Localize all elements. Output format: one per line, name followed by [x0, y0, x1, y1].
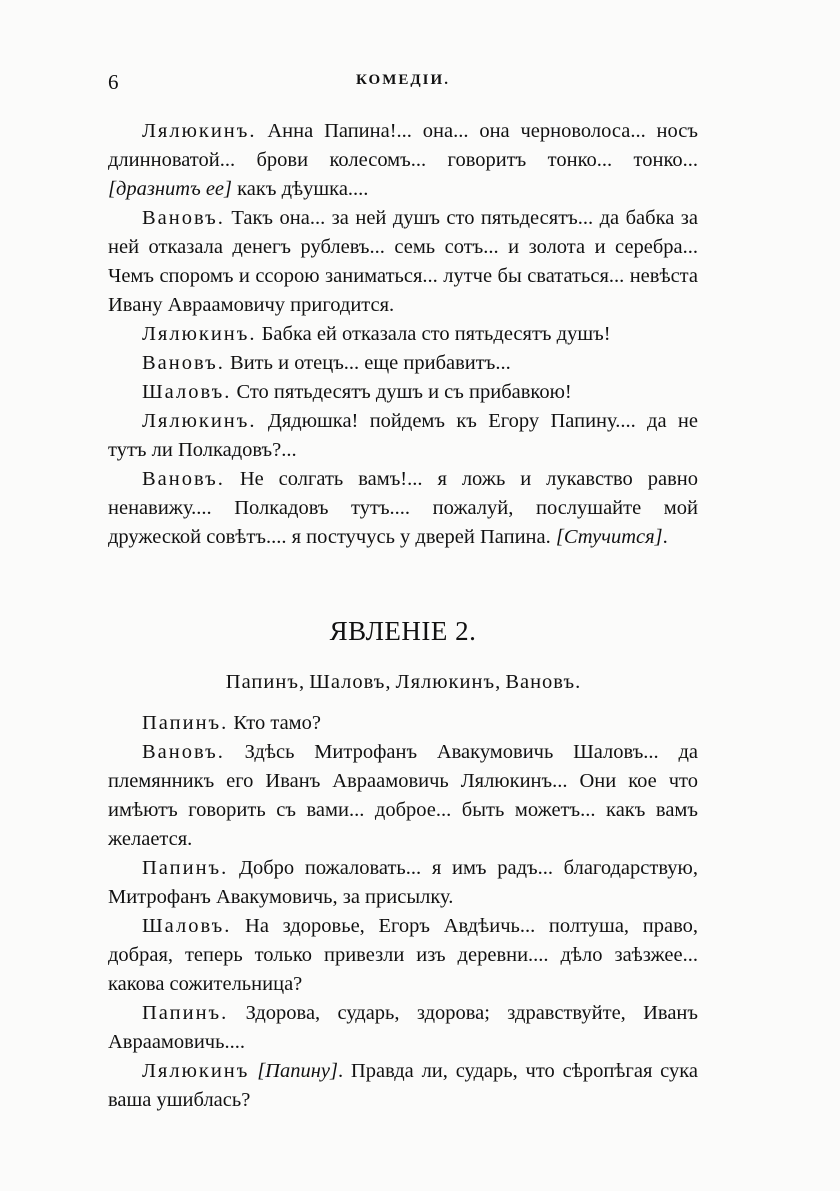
running-title: КОМЕДІИ. [356, 72, 450, 88]
dialogue-line [108, 999, 698, 1057]
dialogue-line [108, 709, 698, 738]
line-text: Анна Папина!... она... она черноволоса... носъ длинноватой... брови колесомъ... говоритъ тонко... тонко... [108, 120, 698, 171]
speaker-name: Папинъ. [142, 1002, 229, 1024]
line-text: Бабка ей отказала сто пятьдесятъ душъ! [256, 323, 611, 345]
dialogue-line [108, 117, 698, 204]
stage-direction: [Папину] [257, 1060, 338, 1082]
page-number: 6 [108, 70, 119, 94]
dialogue-line [108, 912, 698, 999]
speaker-name: Вановъ. [142, 207, 225, 229]
line-text: Сто пятьдесятъ душъ и съ прибавкою! [231, 381, 572, 403]
speaker-name: Шаловъ. [142, 915, 232, 937]
speaker-name: Вановъ. [142, 352, 225, 374]
speaker-name: Шаловъ. [142, 381, 232, 403]
line-text: какъ дѣушка.... [232, 178, 369, 200]
stage-direction: [Стучится] [555, 526, 663, 548]
line-text: Дядюшка! пойдемъ къ Егору Папину.... да не тутъ ли Полкадовъ?... [108, 410, 698, 461]
cast-list: Папинъ, Шаловъ, Лялюкинъ, Вановъ. [225, 671, 581, 693]
line-text: Добро пожаловать... я имъ радъ... благодарствую, Митрофанъ Авакумовичь, за присылку. [108, 857, 698, 908]
cast-member: Папинъ [225, 671, 299, 693]
dialogue-block-bottom [108, 709, 698, 1115]
speaker-name: Лялюкинъ [142, 1060, 250, 1082]
speaker-name: Лялюкинъ. [142, 410, 257, 432]
line-text: Вить и отецъ... еще прибавитъ... [224, 352, 511, 374]
dialogue-line [108, 738, 698, 854]
cast-member: Шаловъ [309, 671, 386, 693]
speaker-name: Лялюкинъ. [142, 120, 257, 142]
scene-title: ЯВЛЕНІЕ 2. [329, 616, 477, 646]
cast-member: Лялюкинъ [395, 671, 496, 693]
speaker-name: Лялюкинъ. [142, 323, 257, 345]
line-text: Не солгать вамъ!... я ложь и лукавство равно ненавижу.... Полкадовъ тутъ.... пожалуй, послушайте мой дружеской совѣтъ.... я постучусь у дверей Папина. [108, 468, 698, 548]
dialogue-line [108, 407, 698, 465]
speaker-name: Вановъ. [142, 741, 225, 763]
dialogue-line [108, 349, 698, 378]
stage-direction: [дразнитъ ее] [108, 178, 233, 200]
speaker-name: Папинъ. [142, 712, 229, 734]
line-text: . [662, 526, 668, 548]
speaker-name: Вановъ. [142, 468, 225, 490]
line-text: На здоровье, Егоръ Авдѣичь... полтуша, право, добрая, теперь только привезли изъ деревни.... дѣло заѣзжее... какова сожительница? [108, 915, 698, 995]
cast-member: Вановъ [505, 671, 576, 693]
dialogue-block-top [108, 117, 698, 552]
line-text: Здорова, сударь, здорова; здравствуйте, Иванъ Авраамовичь.... [108, 1002, 698, 1053]
dialogue-line [108, 378, 698, 407]
speaker-name: Папинъ. [142, 857, 229, 879]
line-text: Здѣсь Митрофанъ Авакумовичь Шаловъ... да племянникъ его Иванъ Авраамовичь Лялюкинъ... Они кое что имѣютъ говорить съ вами... доброе... быть можетъ... какъ вамъ желается. [108, 741, 698, 850]
dialogue-line [108, 854, 698, 912]
page-header [108, 70, 698, 100]
line-text: Кто тамо? [228, 712, 321, 734]
line-text: . Правда ли, сударь, что сѣропѣгая сука ваша ушиблась? [108, 1060, 699, 1111]
dialogue-line [108, 1057, 698, 1115]
dialogue-line [108, 465, 698, 552]
dialogue-line [108, 320, 698, 349]
line-text: Такъ она... за ней душъ сто пятьдесятъ... да бабка за ней отказала денегъ рублевъ... семь сотъ... и золота и серебра... Чемъ споромъ и ссорою заниматься... лутче бы свататься... невѣста Ивану Авраамовичу пригодится. [108, 207, 698, 316]
dialogue-line [108, 204, 698, 320]
